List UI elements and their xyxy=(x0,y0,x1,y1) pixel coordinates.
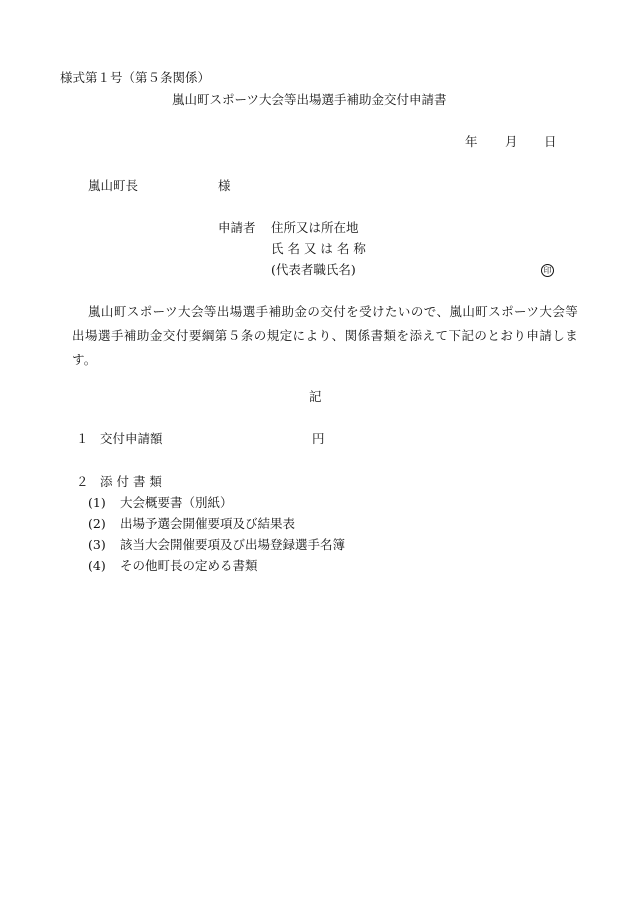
applicant-name-label: 氏 名 又 は 名 称 xyxy=(271,241,366,256)
item-1-number: １ xyxy=(76,431,89,446)
addressee-honorific: 様 xyxy=(218,178,231,193)
item-1-unit: 円 xyxy=(312,431,325,446)
date-year: 年 xyxy=(465,134,478,149)
attachment-text: その他町長の定める書類 xyxy=(120,558,258,573)
attachment-text: 該当大会開催要項及び出場登録選手名簿 xyxy=(120,537,346,552)
addressee-name: 嵐山町長 xyxy=(88,178,139,193)
attachment-text: 大会概要書（別紙） xyxy=(120,495,233,510)
ki-label: 記 xyxy=(309,389,322,404)
document-title: 嵐山町スポーツ大会等出場選手補助金交付申請書 xyxy=(172,92,447,107)
body-paragraph: 嵐山町スポーツ大会等出場選手補助金の交付を受けたいので、嵐山町スポーツ大会等出場選手補助金交付要綱第５条の規定により、関係書類を添えて下記のとおり申請します。 xyxy=(72,304,578,367)
applicant-rep-label: (代表者職氏名) xyxy=(271,262,356,277)
form-header: 様式第１号（第５条関係） xyxy=(60,70,211,85)
applicant-address-label: 住所又は所在地 xyxy=(271,220,359,235)
item-2-number: ２ xyxy=(76,474,89,489)
applicant-label: 申請者 xyxy=(218,220,256,235)
attachment-number: (1) xyxy=(88,495,106,510)
attachment-number: (3) xyxy=(88,537,106,552)
item-1-label: 交付申請額 xyxy=(100,431,163,446)
date-month: 月 xyxy=(505,134,518,149)
attachment-number: (4) xyxy=(88,558,106,573)
seal-mark: 印 xyxy=(541,264,554,277)
attachment-number: (2) xyxy=(88,516,106,531)
attachment-text: 出場予選会開催要項及び結果表 xyxy=(120,516,296,531)
date-day: 日 xyxy=(544,134,557,149)
item-2-label: 添 付 書 類 xyxy=(100,474,162,489)
